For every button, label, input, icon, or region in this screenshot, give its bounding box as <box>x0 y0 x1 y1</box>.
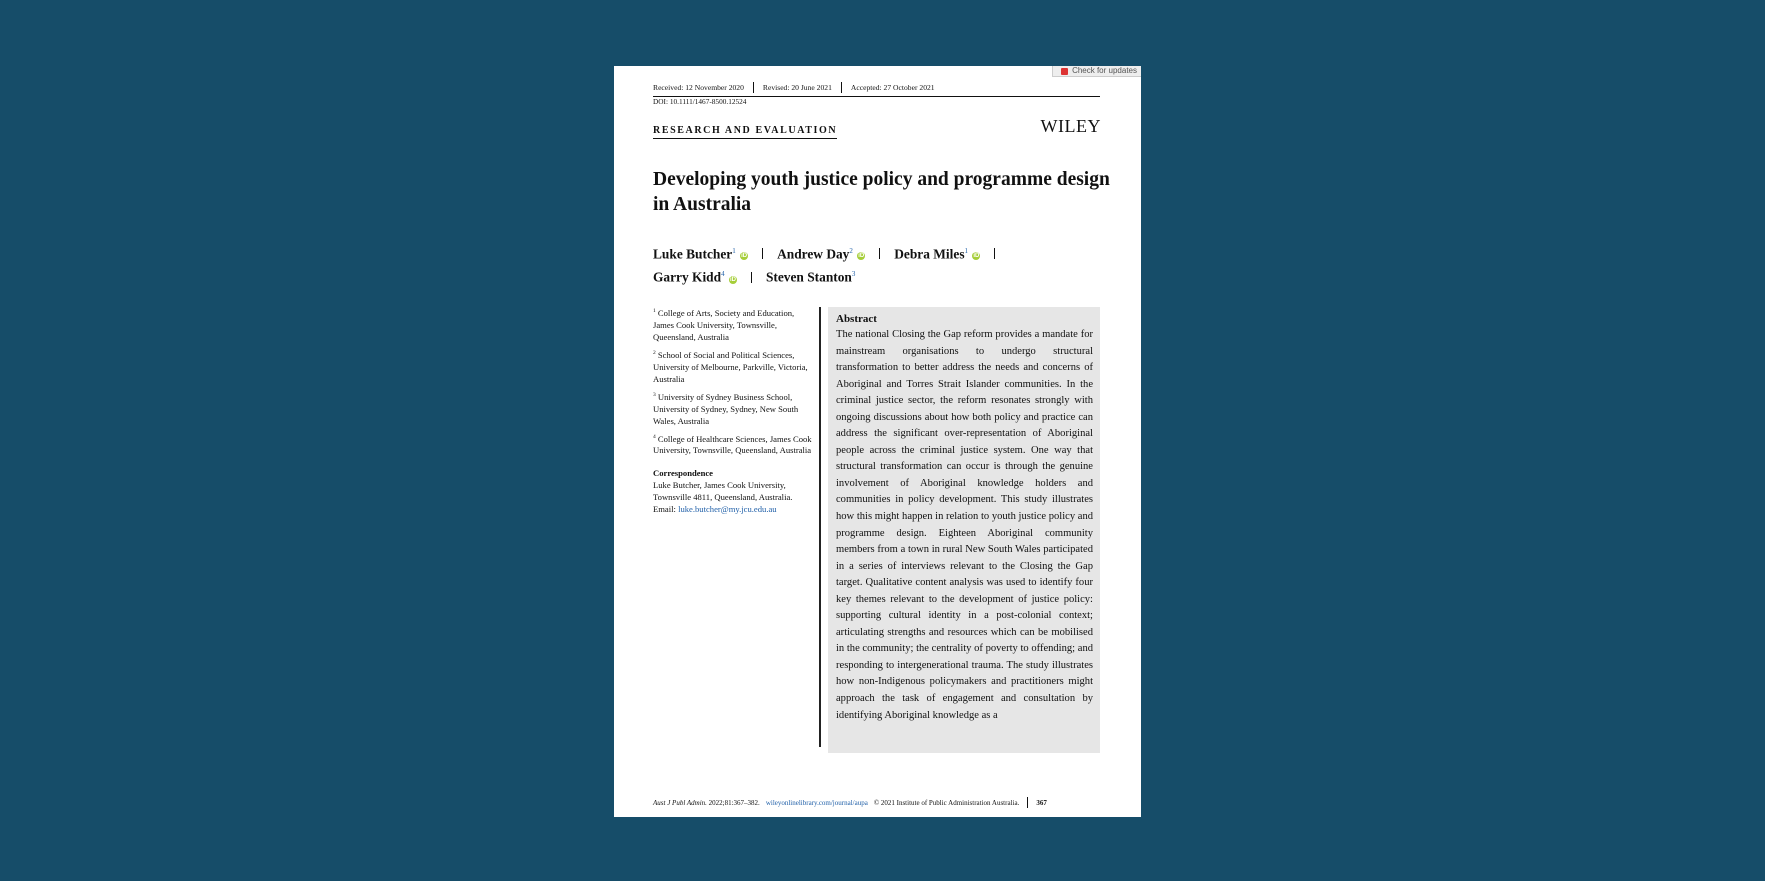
author-list <box>653 241 1113 288</box>
abstract-text: The national Closing the Gap reform provides a mandate for mainstream organisations to undergo structural transformation to better address the needs and concerns of Aboriginal and Torres Strait Islander communities. In the criminal justice sector, the reform resonates strongly with ongoing discussions about how both policy and practice can address the significant over-representation of Aboriginal people across the criminal justice system. One way that structural transformation can occur is through the genuine involvement of Aboriginal knowledge holders and communities in policy development. This study illustrates how this might happen in relation to youth justice policy and programme design. Eighteen Aboriginal community members from a town in rural New South Wales participated in a series of interviews relevant to the Closing the Gap target. Qualitative content analysis was used to identify four key themes relevant to the development of justice policy: supporting cultural identity in a post-colonial context; articulating strengths and resources which can be mobilised in the community; the centrality of poverty to offending; and responding to intergenerational trauma. The study illustrates how non-Indigenous policymakers and practitioners might approach the task of engagement and consultation by identifying Aboriginal knowledge as a <box>836 329 1093 721</box>
author[interactable]: Debra Miles$^1$ iD <box>894 246 980 262</box>
section-label: RESEARCH AND EVALUATION <box>653 125 837 139</box>
author[interactable]: Andrew Day$^2$ iD <box>777 246 865 262</box>
author-separator <box>879 248 880 259</box>
article-title: Developing youth justice policy and programme design in Australia <box>653 169 1110 215</box>
orcid-icon[interactable]: iD <box>729 276 736 283</box>
paper-page <box>614 66 1141 817</box>
page-footer <box>653 797 1100 808</box>
publisher-logo: WILEY <box>1040 116 1101 136</box>
correspondence-heading: Correspondence <box>653 468 713 479</box>
page-number: 367 <box>1036 798 1047 807</box>
crossmark-icon <box>1061 68 1068 75</box>
author-separator <box>751 272 752 283</box>
affiliation: $^4$ College of Healthcare Sciences, James Cook University, Townsville, Queensland, Australia <box>653 433 812 456</box>
journal-name: Aust J Publ Admin. <box>653 798 707 807</box>
check-for-updates-button[interactable] <box>1052 66 1141 77</box>
affiliation: $^1$ College of Arts, Society and Education, James Cook University, Townsville, Queensland, Australia <box>653 307 795 342</box>
author[interactable]: Garry Kidd$^4$ iD <box>653 269 736 285</box>
orcid-icon[interactable]: iD <box>741 253 748 260</box>
author-separator <box>762 248 763 259</box>
author-separator <box>994 248 995 259</box>
orcid-icon[interactable]: iD <box>858 253 865 260</box>
author[interactable]: Steven Stanton$^3$ <box>765 269 856 285</box>
email-link[interactable]: luke.butcher@my.jcu.edu.au <box>678 504 777 515</box>
footer-separator <box>1027 797 1028 808</box>
article-dates <box>653 81 1100 97</box>
abstract-box <box>828 307 1100 753</box>
citation: 2022;81:367–382. <box>708 798 760 807</box>
copyright: © 2021 Institute of Public Administration Australia. <box>873 798 1020 807</box>
column-divider <box>819 307 821 747</box>
affiliation: $^2$ School of Social and Political Sciences, University of Melbourne, Parkville, Victoria, Australia <box>653 349 808 384</box>
author[interactable]: Luke Butcher$^1$ iD <box>653 246 748 262</box>
accepted-date: Accepted: 27 October 2021 <box>841 82 944 93</box>
journal-link[interactable]: wileyonlinelibrary.com/journal/aupa <box>765 798 868 807</box>
abstract-heading: Abstract <box>836 313 877 325</box>
correspondence-text: Luke Butcher, James Cook University, Townsville 4811, Queensland, Australia. Email: luke.butcher@my.jcu.edu.au <box>653 480 793 515</box>
received-date: Received: 12 November 2020 <box>653 82 744 92</box>
orcid-icon[interactable]: iD <box>973 253 980 260</box>
affiliations <box>653 305 813 515</box>
check-for-updates-label: Check for updates <box>1072 66 1137 75</box>
doi[interactable]: DOI: 10.1111/1467-8500.12524 <box>653 97 747 106</box>
revised-date: Revised: 20 June 2021 <box>753 82 841 93</box>
affiliation: $^3$ University of Sydney Business School, University of Sydney, Sydney, New South Wales, Australia <box>653 391 799 426</box>
